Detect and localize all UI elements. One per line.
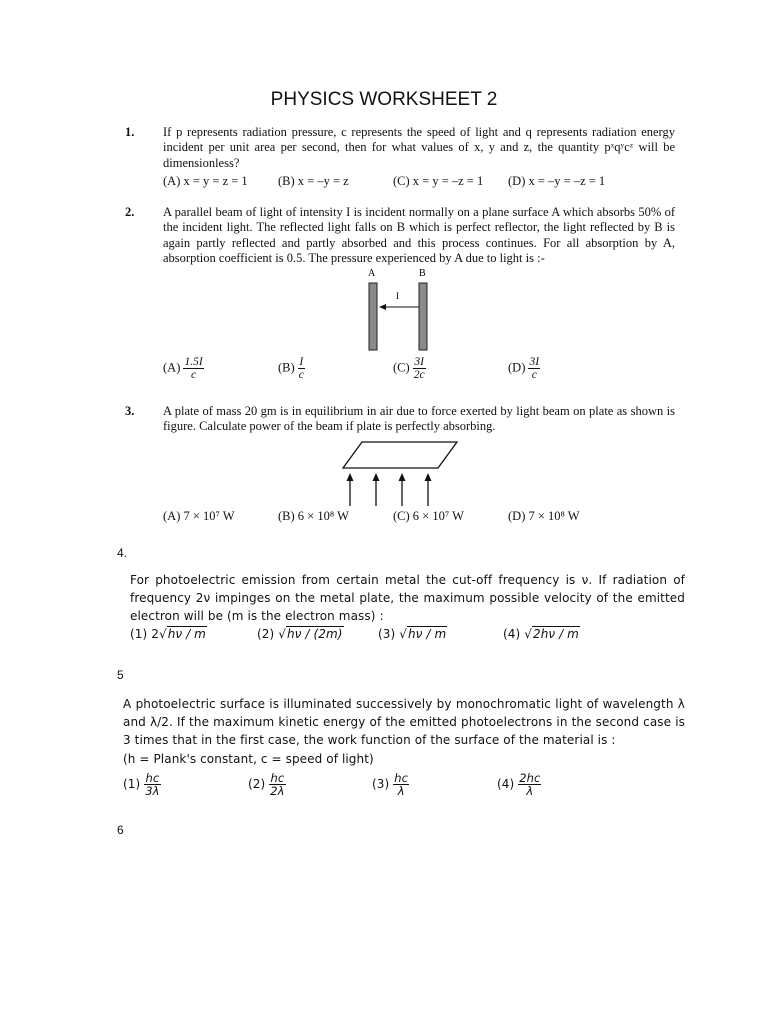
q5-option-1-fraction bbox=[144, 772, 160, 797]
question-4-number: 4. bbox=[117, 546, 128, 560]
q1-option-b: (B) x = –y = z bbox=[278, 174, 349, 188]
q2-option-a-label: (A) bbox=[163, 360, 181, 375]
q5-option-3-fraction bbox=[393, 772, 409, 797]
question-5-number: 5 bbox=[117, 668, 124, 682]
q4-option-1-radicand: hν / m bbox=[167, 627, 206, 641]
question-1-text: If p represents radiation pressure, c represents the speed of light and q represents radiation energy incident per unit area per second, then for what values of x, y and z, the quantity pˣqʸcᶻ will be dimensionless? bbox=[163, 125, 675, 170]
question-6-number: 6 bbox=[117, 823, 124, 837]
q2-option-d-denominator: c bbox=[531, 369, 537, 381]
q5-option-1-label: (1) bbox=[123, 777, 141, 791]
q1-option-c: (C) x = y = –z = 1 bbox=[393, 174, 484, 188]
page-title: PHYSICS WORKSHEET 2 bbox=[270, 89, 498, 110]
q5-option-2-fraction bbox=[269, 772, 285, 797]
q2-option-b-label: (B) bbox=[278, 360, 295, 375]
q4-option-4: (4) √2hν / m bbox=[503, 627, 579, 641]
q5-option-4-label: (4) bbox=[497, 777, 515, 791]
q3-option-b: (B) 6 × 10⁸ W bbox=[278, 509, 349, 523]
q5-option-4-numerator: 2hc bbox=[519, 771, 541, 785]
q3-option-a: (A) 7 × 10⁷ W bbox=[163, 509, 235, 523]
q2-option-c bbox=[393, 356, 426, 381]
q2-option-d bbox=[508, 356, 540, 381]
q4-option-3-radicand: hν / m bbox=[407, 627, 447, 641]
question-1-number: 1. bbox=[125, 125, 135, 139]
plate-b-label: B bbox=[419, 268, 426, 279]
question-3-number: 3. bbox=[125, 404, 135, 418]
q2-option-c-fraction bbox=[413, 356, 426, 381]
q1-option-d: (D) x = –y = –z = 1 bbox=[508, 174, 606, 188]
question-3-text: A plate of mass 20 gm is in equilibrium in air due to force exerted by light beam on plate as shown is figure. Calculate power of the beam if plate is perfectly absorbing. bbox=[163, 404, 675, 434]
q2-option-c-denominator: 2c bbox=[413, 369, 425, 381]
q5-option-3-denominator: λ bbox=[397, 784, 405, 798]
q3-option-d: (D) 7 × 10⁸ W bbox=[508, 509, 580, 523]
q5-option-2-label: (2) bbox=[248, 777, 266, 791]
q4-option-2-label: (2) bbox=[257, 627, 279, 641]
reflector-plates-figure bbox=[355, 264, 445, 356]
question-4-text: For photoelectric emission from certain metal the cut-off frequency is ν. If radiation of frequency 2ν impinges on the metal plate, the maximum possible velocity of the emitted electron will be (m is the electron mass) : bbox=[130, 573, 685, 623]
q4-option-2-radicand: hν / (2m) bbox=[286, 627, 343, 641]
q2-option-d-label: (D) bbox=[508, 360, 526, 375]
q5-option-1 bbox=[123, 772, 161, 797]
q5-option-1-numerator: hc bbox=[145, 771, 160, 785]
q5-option-3-label: (3) bbox=[372, 777, 390, 791]
q1-option-a: (A) x = y = z = 1 bbox=[163, 174, 248, 188]
q4-option-1-label: (1) 2 bbox=[130, 627, 159, 641]
plate-a-label: A bbox=[368, 268, 376, 279]
q4-option-3: (3) √hν / m bbox=[378, 627, 447, 641]
q4-option-4-radicand: 2hν / m bbox=[532, 627, 579, 641]
q3-option-c: (C) 6 × 10⁷ W bbox=[393, 509, 464, 523]
q5-option-4-denominator: λ bbox=[526, 784, 534, 798]
q5-option-1-denominator: 3λ bbox=[145, 784, 160, 798]
question-2-number: 2. bbox=[125, 205, 135, 219]
q5-option-2-denominator: 2λ bbox=[270, 784, 285, 798]
plate-on-light-beam-figure bbox=[340, 440, 460, 508]
intensity-label: I bbox=[396, 291, 399, 301]
arrowhead-icon bbox=[379, 304, 386, 310]
upward-beam-arrows bbox=[347, 473, 432, 506]
plate-b bbox=[419, 283, 427, 350]
q4-option-4-label: (4) bbox=[503, 627, 525, 641]
q2-option-a bbox=[163, 356, 204, 381]
q2-option-b-denominator: c bbox=[298, 369, 304, 381]
q2-option-d-numerator: 3I bbox=[529, 356, 540, 368]
q2-option-a-fraction bbox=[183, 356, 203, 381]
q2-option-a-numerator: 1.5I bbox=[184, 356, 203, 368]
q5-option-4 bbox=[497, 772, 541, 797]
plate-a bbox=[369, 283, 377, 350]
q5-option-4-fraction bbox=[518, 772, 541, 797]
q2-option-a-denominator: c bbox=[191, 369, 197, 381]
q4-option-2: (2) √hν / (2m) bbox=[257, 627, 343, 641]
q2-option-b-fraction bbox=[298, 356, 305, 381]
q2-option-b bbox=[278, 356, 305, 381]
question-5-note: (h = Plank's constant, c = speed of light) bbox=[123, 752, 374, 766]
q4-option-3-label: (3) bbox=[378, 627, 400, 641]
q2-option-c-label: (C) bbox=[393, 360, 410, 375]
q5-option-2 bbox=[248, 772, 286, 797]
question-2-text: A parallel beam of light of intensity I is incident normally on a plane surface A which absorbs 50% of the incident light. The reflected light falls on B which is perfect reflector, the light reflected by B is again partly reflected and partly absorbed and this process continues. For all absorption by A, absorption coefficient is 0.5. The pressure experienced by A due to light is :- bbox=[163, 205, 675, 265]
question-5-text: A photoelectric surface is illuminated successively by monochromatic light of wavelength λ and λ/2. If the maximum kinetic energy of the emitted photoelectrons in the second case is 3 times that in the first case, the work function of the surface of the material is : bbox=[123, 697, 685, 747]
q5-option-3-numerator: hc bbox=[394, 771, 409, 785]
q5-option-3 bbox=[372, 772, 409, 797]
plate-parallelogram bbox=[343, 442, 457, 468]
q2-option-b-numerator: I bbox=[299, 356, 304, 368]
q5-option-2-numerator: hc bbox=[270, 771, 285, 785]
q2-option-c-numerator: 3I bbox=[414, 356, 425, 368]
q2-option-d-fraction bbox=[528, 356, 540, 381]
q4-option-1: (1) 2√hν / m bbox=[130, 627, 206, 641]
